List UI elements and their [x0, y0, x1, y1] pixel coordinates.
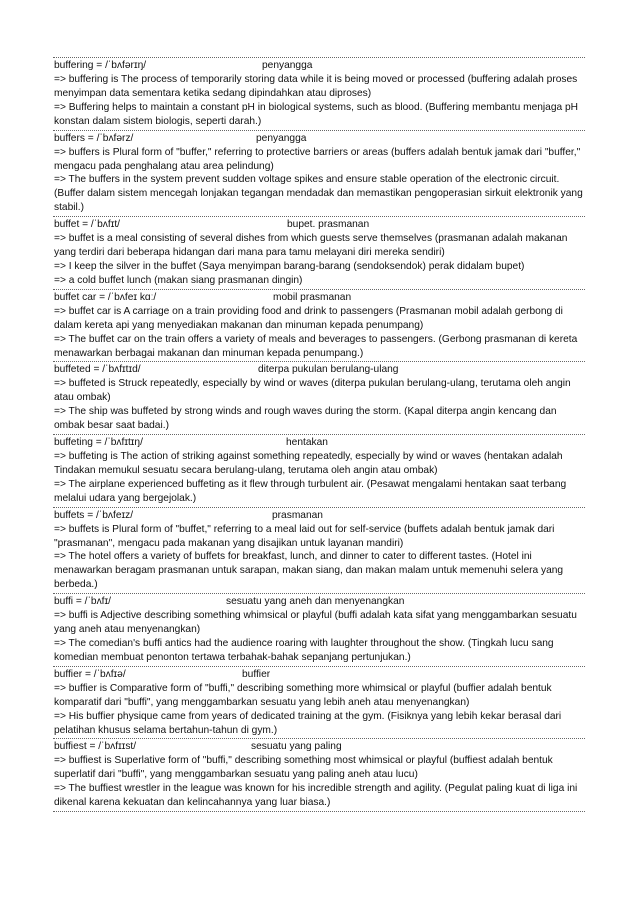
entry-word: buffiest = /ˈbʌfɪɪst/	[54, 741, 137, 753]
entry-line: => The hotel offers a variety of buffets for breakfast, lunch, and dinner to cater to different tastes. (Hotel ini menawarkan beragam prasmanan untuk sarapan, makan siang, dan makan malam untuk memenuhi selera yang berbeda.)	[54, 551, 564, 591]
entry-header	[54, 509, 584, 523]
vocab-entry	[53, 216, 585, 289]
entry-list	[53, 57, 585, 812]
entry-header	[54, 59, 584, 73]
entry-line: => I keep the silver in the buffet (Saya menyimpan barang-barang (sendoksendok) perak didalam bupet)	[54, 260, 525, 272]
entry-line: => The airplane experienced buffeting as it flew through turbulent air. (Pesawat mengalami hentakan saat terbang melalui udara yang bergejolak.)	[54, 478, 567, 504]
entry-line: => The buffers in the system prevent sudden voltage spikes and ensure stable operation of the electronic circuit. (Buffer dalam sistem mencegah lonjakan tegangan mendadak dan memastikan pengoperasian sirkuit elektronik yang stabil.)	[54, 174, 583, 214]
entry-word: buffering = /ˈbʌfərɪŋ/	[54, 60, 147, 71]
entry-translation: penyangga	[262, 60, 313, 71]
entry-line: => His buffier physique came from years of dedicated training at the gym. (Fisiknya yang lebih kekar berasal dari pelatihan khusus selama bertahun-tahun di gym.)	[54, 710, 562, 736]
vocab-entry	[53, 130, 585, 217]
entry-word: buffet car = /ˈbʌfeɪ kɑː/	[54, 291, 157, 303]
entry-line: => Buffering helps to maintain a constant pH in biological systems, such as blood. (Buffering membantu menjaga pH konstan dalam sistem biologis, seperti darah.)	[54, 101, 579, 127]
entry-translation: hentakan	[286, 437, 328, 449]
entry-translation: buffier	[242, 668, 271, 680]
entry-line: => buffet car is A carriage on a train providing food and drink to passengers (Prasmanan mobil adalah gerbong di dalam kereta api yang menyediakan makanan dan minuman kepada penumpang)	[54, 305, 563, 331]
entry-word: buffers = /ˈbʌfərz/	[54, 132, 134, 144]
entry-translation: prasmanan	[272, 509, 323, 521]
entry-header	[54, 291, 584, 305]
entry-line: => buffeted is Struck repeatedly, especially by wind or waves (diterpa pukulan berulang-ulang, terutama oleh angin atau ombak)	[54, 378, 571, 404]
entry-line: => The buffet car on the train offers a variety of meals and beverages to passengers. (Gerbong prasmanan di kereta menawarkan berbagai makanan dan minuman kepada penumpang.)	[54, 333, 578, 359]
entry-line: => buffers is Plural form of "buffer," referring to protective barriers or areas (buffers adalah bentuk jamak dari "buffer," mengacu pada penghalang atau area pelindung)	[54, 146, 581, 172]
entry-header	[54, 436, 584, 450]
entry-word: buffi = /ˈbʌfɪ/	[54, 596, 111, 608]
entry-translation: mobil prasmanan	[273, 291, 352, 303]
entry-header	[54, 218, 584, 232]
entry-word: buffeting = /ˈbʌfɪtɪŋ/	[54, 437, 143, 449]
vocabulary-document	[53, 57, 585, 812]
entry-line: => buffets is Plural form of "buffet," referring to a meal laid out for self-service (buffets adalah bentuk jamak dari "prasmanan", mengacu pada makanan yang disajikan untuk layanan mandiri)	[54, 523, 555, 549]
entry-line: => a cold buffet lunch (makan siang prasmanan dingin)	[54, 274, 303, 286]
entry-line: => buffeting is The action of striking against something repeatedly, especially by wind or waves (hentakan adalah Tindakan memukul sesuatu secara berulang-ulang, terutama oleh angin atau ombak)	[54, 451, 563, 476]
entry-translation: sesuatu yang aneh dan menyenangkan	[226, 596, 405, 608]
vocab-entry	[53, 738, 585, 812]
entry-line: => buffiest is Superlative form of "buffi," describing something most whimsical or playful (buffiest adalah bentuk superlatif dari "buffi", yang menggambarkan sesuatu yang paling aneh atau lucu)	[54, 755, 553, 781]
entry-line: => buffi is Adjective describing something whimsical or playful (buffi adalah kata sifat yang menggambarkan sesuatu yang aneh atau menyenangkan)	[54, 610, 577, 636]
entry-line: => buffering is The process of temporarily storing data while it is being moved or processed (buffering adalah proses menyimpan data sementara ketika sedang dipindahkan atau diproses)	[54, 74, 578, 99]
vocab-entry	[53, 289, 585, 362]
entry-header	[54, 132, 584, 146]
entry-line: => buffet is a meal consisting of several dishes from which guests serve themselves (prasmanan adalah makanan yang terdiri dari beberapa hidangan dari mana para tamu melayani diri mereka sendiri)	[54, 233, 568, 259]
vocab-entry	[53, 507, 585, 594]
vocab-entry	[53, 361, 585, 434]
entry-header	[54, 363, 584, 377]
entry-header	[54, 740, 584, 754]
vocab-entry	[53, 57, 585, 130]
vocab-entry	[53, 666, 585, 739]
entry-header	[54, 668, 584, 682]
entry-translation: diterpa pukulan berulang-ulang	[258, 364, 399, 376]
vocab-entry	[53, 434, 585, 507]
entry-line: => The buffiest wrestler in the league was known for his incredible strength and agility. (Pegulat paling kuat di liga ini dikenal karena kekuatan dan kelincahannya yang luar biasa.)	[54, 783, 578, 809]
entry-line: => The ship was buffeted by strong winds and rough waves during the storm. (Kapal diterpa angin kencang dan ombak besar saat badai.)	[54, 406, 557, 432]
entry-word: buffets = /ˈbʌfeɪz/	[54, 509, 134, 521]
vocab-entry	[53, 593, 585, 666]
entry-word: buffier = /ˈbʌfɪə/	[54, 668, 126, 680]
entry-word: buffeted = /ˈbʌfɪtɪd/	[54, 364, 141, 376]
entry-translation: sesuatu yang paling	[251, 741, 342, 753]
entry-line: => The comedian's buffi antics had the audience roaring with laughter throughout the show. (Tingkah lucu sang komedian membuat penonton tertawa terbahak-bahak sepanjang pertunjukan.)	[54, 638, 554, 663]
entry-line: => buffier is Comparative form of "buffi," describing something more whimsical or playful (buffier adalah bentuk komparatif dari "buffi", yang menggambarkan sesuatu yang lebih aneh atau menyenangkan)	[54, 682, 552, 708]
entry-header	[54, 595, 584, 609]
entry-word: buffet = /ˈbʌfɪt/	[54, 219, 121, 231]
entry-translation: bupet. prasmanan	[287, 219, 370, 231]
entry-translation: penyangga	[256, 132, 307, 144]
